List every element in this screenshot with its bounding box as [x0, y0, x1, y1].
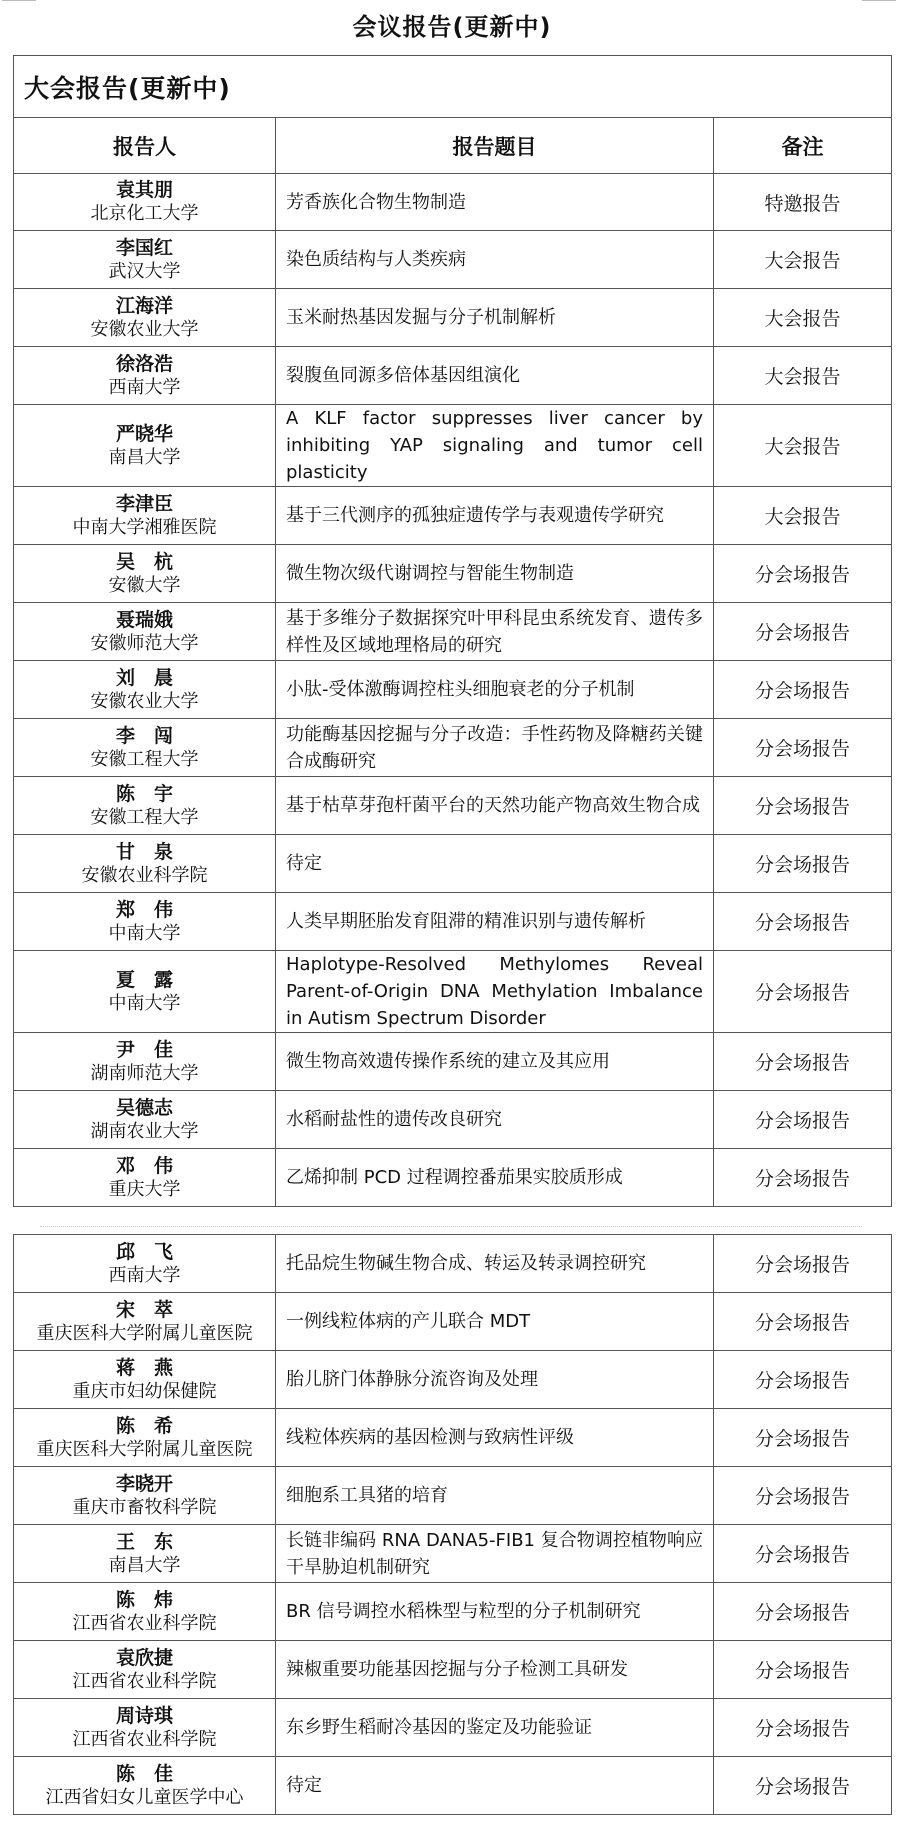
speaker-affiliation: 西南大学 — [108, 376, 181, 398]
section-title: 大会报告(更新中) — [14, 56, 892, 118]
speaker-affiliation: 重庆市畜牧科学院 — [72, 1496, 217, 1518]
speaker-name: 李 闯 — [115, 724, 173, 747]
speaker-name: 周诗琪 — [115, 1704, 173, 1727]
table-row — [14, 1525, 892, 1583]
speaker-affiliation: 江西省农业科学院 — [72, 1670, 217, 1692]
table-row — [14, 347, 892, 405]
report-note: 分会场报告 — [714, 545, 892, 603]
report-note: 大会报告 — [714, 487, 892, 545]
report-topic: 待定 — [276, 835, 714, 893]
speaker-cell — [14, 1351, 276, 1409]
speaker-cell — [14, 661, 276, 719]
speaker-name: 郑 伟 — [115, 898, 173, 921]
report-topic: 基于多维分子数据探究叶甲科昆虫系统发育、遗传多样性及区域地理格局的研究 — [276, 603, 714, 661]
report-note: 分会场报告 — [714, 1293, 892, 1351]
table-row — [14, 1757, 892, 1815]
speaker-name: 尹 佳 — [115, 1038, 173, 1061]
speaker-name: 聂瑞娥 — [115, 608, 173, 631]
report-topic: 染色质结构与人类疾病 — [276, 231, 714, 289]
table-row — [14, 487, 892, 545]
speaker-name: 李国红 — [115, 236, 173, 259]
report-table-part1 — [13, 55, 892, 1207]
speaker-affiliation: 湖南农业大学 — [90, 1120, 199, 1142]
report-topic: 微生物高效遗传操作系统的建立及其应用 — [276, 1033, 714, 1091]
speaker-cell — [14, 174, 276, 231]
speaker-name: 严晓华 — [115, 422, 173, 445]
report-topic: 东乡野生稻耐冷基因的鉴定及功能验证 — [276, 1699, 714, 1757]
report-topic: 芳香族化合物生物制造 — [276, 174, 714, 231]
speaker-cell — [14, 835, 276, 893]
column-header-speaker: 报告人 — [14, 118, 276, 174]
table-row — [14, 1699, 892, 1757]
report-topic: BR 信号调控水稻株型与粒型的分子机制研究 — [276, 1583, 714, 1641]
speaker-affiliation: 重庆医科大学附属儿童医院 — [36, 1322, 253, 1344]
speaker-affiliation: 安徽农业科学院 — [81, 864, 208, 886]
table-row — [14, 835, 892, 893]
report-topic: 待定 — [276, 1757, 714, 1815]
speaker-cell — [14, 1409, 276, 1467]
speaker-affiliation: 南昌大学 — [108, 446, 181, 468]
report-note: 分会场报告 — [714, 1235, 892, 1293]
page-title: 会议报告(更新中) — [352, 13, 552, 41]
speaker-cell — [14, 1583, 276, 1641]
speaker-cell — [14, 1091, 276, 1149]
speaker-name: 徐洛浩 — [115, 352, 173, 375]
speaker-cell — [14, 405, 276, 487]
speaker-affiliation: 重庆市妇幼保健院 — [72, 1380, 217, 1402]
speaker-affiliation: 湖南师范大学 — [90, 1062, 199, 1084]
speaker-affiliation: 江西省妇女儿童医学中心 — [45, 1786, 244, 1808]
speaker-cell — [14, 777, 276, 835]
table-row — [14, 174, 892, 231]
report-note: 分会场报告 — [714, 661, 892, 719]
report-topic: 基于三代测序的孤独症遗传学与表观遗传学研究 — [276, 487, 714, 545]
speaker-cell — [14, 1699, 276, 1757]
speaker-affiliation: 安徽大学 — [108, 574, 181, 596]
report-topic: 小肽-受体激酶调控柱头细胞衰老的分子机制 — [276, 661, 714, 719]
speaker-name: 吴德志 — [115, 1096, 173, 1119]
report-note: 分会场报告 — [714, 1757, 892, 1815]
table-row — [14, 1293, 892, 1351]
table-row — [14, 661, 892, 719]
report-topic: 乙烯抑制 PCD 过程调控番茄果实胶质形成 — [276, 1149, 714, 1207]
table-row — [14, 405, 892, 487]
corner-mark-right — [862, 0, 896, 1]
column-header-note: 备注 — [714, 118, 892, 174]
report-topic: 托品烷生物碱生物合成、转运及转录调控研究 — [276, 1235, 714, 1293]
report-note: 特邀报告 — [714, 174, 892, 231]
table-row — [14, 777, 892, 835]
report-topic: 基于枯草芽孢杆菌平台的天然功能产物高效生物合成 — [276, 777, 714, 835]
table-row — [14, 1033, 892, 1091]
report-note: 分会场报告 — [714, 951, 892, 1033]
speaker-name: 蒋 燕 — [115, 1356, 173, 1379]
table-row — [14, 1235, 892, 1293]
report-topic: 一例线粒体病的产儿联合 MDT — [276, 1293, 714, 1351]
table-row — [14, 603, 892, 661]
speaker-name: 王 东 — [115, 1530, 173, 1553]
report-topic: 细胞系工具猪的培育 — [276, 1467, 714, 1525]
speaker-name: 邱 飞 — [115, 1240, 173, 1263]
report-note: 分会场报告 — [714, 835, 892, 893]
report-note: 分会场报告 — [714, 1525, 892, 1583]
speaker-cell — [14, 289, 276, 347]
speaker-cell — [14, 1293, 276, 1351]
report-note: 分会场报告 — [714, 893, 892, 951]
speaker-name: 邓 伟 — [115, 1154, 173, 1177]
speaker-affiliation: 北京化工大学 — [90, 203, 199, 224]
speaker-name: 江海洋 — [115, 294, 173, 317]
report-topic: 胎儿脐门体静脉分流咨询及处理 — [276, 1351, 714, 1409]
report-topic: 功能酶基因挖掘与分子改造：手性药物及降糖药关键合成酶研究 — [276, 719, 714, 777]
speaker-cell — [14, 893, 276, 951]
report-note: 分会场报告 — [714, 1149, 892, 1207]
report-note: 分会场报告 — [714, 1409, 892, 1467]
report-note: 分会场报告 — [714, 1033, 892, 1091]
speaker-affiliation: 重庆医科大学附属儿童医院 — [36, 1438, 253, 1460]
table-row — [14, 1409, 892, 1467]
speaker-affiliation: 西南大学 — [108, 1264, 181, 1286]
column-header-topic: 报告题目 — [276, 118, 714, 174]
speaker-affiliation: 安徽师范大学 — [90, 632, 199, 654]
report-topic: 水稻耐盐性的遗传改良研究 — [276, 1091, 714, 1149]
table-row — [14, 951, 892, 1033]
corner-mark-left — [2, 0, 36, 1]
speaker-affiliation: 中南大学 — [108, 992, 181, 1014]
speaker-cell — [14, 1149, 276, 1207]
speaker-name: 袁欣捷 — [115, 1646, 173, 1669]
report-topic: 长链非编码 RNA DANA5-FIB1 复合物调控植物响应干旱胁迫机制研究 — [276, 1525, 714, 1583]
speaker-name: 夏 露 — [115, 968, 173, 991]
speaker-affiliation: 安徽工程大学 — [90, 748, 199, 770]
speaker-cell — [14, 719, 276, 777]
table-row — [14, 1641, 892, 1699]
speaker-cell — [14, 951, 276, 1033]
header-row — [14, 118, 892, 174]
speaker-name: 陈 希 — [115, 1414, 173, 1437]
report-topic: A KLF factor suppresses liver cancer by inhibiting YAP signaling and tumor cell plasticity — [276, 405, 714, 487]
speaker-name: 李津臣 — [115, 492, 173, 515]
speaker-cell — [14, 487, 276, 545]
report-topic: 玉米耐热基因发掘与分子机制解析 — [276, 289, 714, 347]
table-row — [14, 289, 892, 347]
table-row — [14, 1091, 892, 1149]
speaker-affiliation: 江西省农业科学院 — [72, 1728, 217, 1750]
speaker-affiliation: 安徽农业大学 — [90, 690, 199, 712]
report-note: 大会报告 — [714, 289, 892, 347]
report-note: 分会场报告 — [714, 603, 892, 661]
speaker-cell — [14, 231, 276, 289]
speaker-affiliation: 中南大学湘雅医院 — [72, 516, 217, 538]
speaker-name: 宋 萃 — [115, 1298, 173, 1321]
speaker-affiliation: 南昌大学 — [108, 1554, 181, 1576]
speaker-affiliation: 武汉大学 — [108, 260, 181, 282]
table-row — [14, 1583, 892, 1641]
speaker-name: 刘 晨 — [115, 666, 173, 689]
speaker-affiliation: 安徽工程大学 — [90, 806, 199, 828]
report-note: 大会报告 — [714, 405, 892, 487]
report-note: 分会场报告 — [714, 1699, 892, 1757]
report-table-part2 — [13, 1234, 892, 1815]
report-note: 分会场报告 — [714, 1091, 892, 1149]
report-note: 分会场报告 — [714, 1583, 892, 1641]
speaker-name: 陈 宇 — [115, 782, 173, 805]
report-topic: 微生物次级代谢调控与智能生物制造 — [276, 545, 714, 603]
table-row — [14, 1467, 892, 1525]
table-row — [14, 1149, 892, 1207]
speaker-cell — [14, 1757, 276, 1815]
report-topic: 辣椒重要功能基因挖掘与分子检测工具研发 — [276, 1641, 714, 1699]
report-note: 分会场报告 — [714, 719, 892, 777]
report-note: 分会场报告 — [714, 1467, 892, 1525]
speaker-cell — [14, 1033, 276, 1091]
speaker-cell — [14, 1467, 276, 1525]
speaker-cell — [14, 347, 276, 405]
table-row — [14, 1351, 892, 1409]
speaker-name: 李晓开 — [115, 1472, 173, 1495]
table-row — [14, 893, 892, 951]
speaker-affiliation: 重庆大学 — [108, 1178, 181, 1200]
page-break — [40, 1226, 862, 1228]
speaker-affiliation: 安徽农业大学 — [90, 318, 199, 340]
report-note: 大会报告 — [714, 231, 892, 289]
speaker-cell — [14, 545, 276, 603]
report-topic: 裂腹鱼同源多倍体基因组演化 — [276, 347, 714, 405]
speaker-name: 甘 泉 — [115, 840, 173, 863]
speaker-cell — [14, 1525, 276, 1583]
speaker-name: 陈 佳 — [115, 1762, 173, 1785]
section-row — [14, 56, 892, 118]
speaker-cell — [14, 1641, 276, 1699]
table-row — [14, 545, 892, 603]
speaker-affiliation: 江西省农业科学院 — [72, 1612, 217, 1634]
speaker-cell — [14, 1235, 276, 1293]
report-topic: Haplotype-Resolved Methylomes Reveal Parent-of-Origin DNA Methylation Imbalance in Autism Spectrum Disorder — [276, 951, 714, 1033]
speaker-affiliation: 中南大学 — [108, 922, 181, 944]
speaker-name: 吴 杭 — [115, 550, 173, 573]
report-note: 分会场报告 — [714, 777, 892, 835]
report-note: 分会场报告 — [714, 1641, 892, 1699]
report-note: 大会报告 — [714, 347, 892, 405]
table-row — [14, 231, 892, 289]
report-note: 分会场报告 — [714, 1351, 892, 1409]
speaker-name: 袁其朋 — [115, 179, 173, 201]
speaker-name: 陈 炜 — [115, 1588, 173, 1611]
report-topic: 人类早期胚胎发育阻滞的精准识别与遗传解析 — [276, 893, 714, 951]
table-row — [14, 719, 892, 777]
speaker-cell — [14, 603, 276, 661]
report-topic: 线粒体疾病的基因检测与致病性评级 — [276, 1409, 714, 1467]
